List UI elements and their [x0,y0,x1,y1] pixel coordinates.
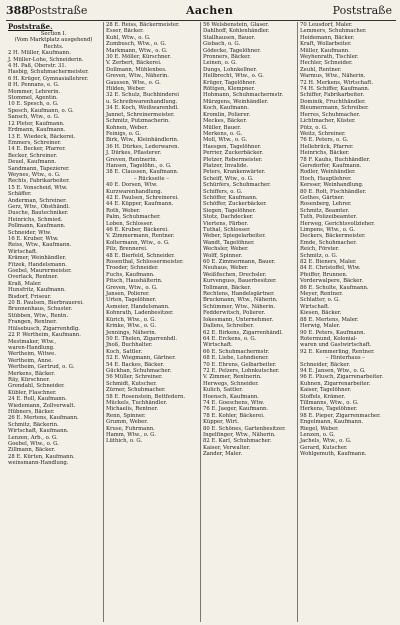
directory-entry: 72 H. Merkens, Wirtschaft. [300,79,374,86]
header-street-right: Poststraße [332,4,392,17]
directory-entry: Goebel, Maurermeister. [8,268,72,275]
directory-entry: Stotz, Dachdecker. [203,214,254,221]
directory-entry: 38 E. Claussen, Kaufmann. [106,169,179,176]
directory-entry: Brunnenhaus, Schuster. [8,306,73,313]
directory-entry: Kraft, Wollarbeiter. [300,41,352,48]
directory-entry: Pletzer, Rebermeister. [203,156,263,163]
directory-entry: 4 H. Paß, Oberstr. 31. [8,63,67,70]
directory-entry: Weyhenrath, Tischler. [300,54,359,61]
directory-entry: Deuel, Kaufmann. [8,159,57,166]
directory-entry: Gückhan, Schuhmacher. [106,367,172,374]
directory-entry: Hansen, Tagelöhn., o. G. [106,162,172,169]
directory-entry: Reich, Förster. [300,246,340,253]
directory-entry: Kurzwarenhandlung. [106,188,163,195]
directory-entry: Wolff, Spinner. [203,252,243,259]
directory-entry: Kurvenguss, Bauerbesitzer. [203,278,277,285]
directory-entry: Rosenthal, Schlossermeister. [106,259,184,266]
directory-entry: Schmitz, Putzmacherin. [106,118,170,125]
directory-entry: Deckers, Bäckermeister. [300,233,366,240]
directory-entry: Feinigs, o. G. [106,130,141,137]
directory-entry: Müller, Bauer. [203,124,241,131]
directory-entry: Tuthal, Schlosser. [203,227,251,233]
directory-entry: 16 E. Kruber, Wtw. [8,236,59,242]
directory-entry: Poststraße. [8,22,53,31]
directory-entry: Herwig, Maler. [300,323,341,330]
directory-entry: Hübners, Bäcker. [8,408,55,415]
directory-entry: Scheiff, Wtw., o. G. [203,175,254,182]
directory-entry: Perrier, Zuckerbäcker. [203,150,264,157]
directory-entry: Neuhaus, Weber. [203,265,249,272]
directory-entry: 36 H. Dürkes, Lederwaren. [106,143,180,150]
directory-entry: Merkens, Bäcker. [8,370,55,377]
directory-entry: Becker, Schreiner. [8,152,58,159]
directory-entry: Schümmer, Wtw., Näherin. [203,303,276,310]
directory-entry: Pollmann, Kaufmann. [8,223,66,230]
directory-entry: Dollmann, Mühlenbes. [106,66,167,73]
directory-entry: 30 E. Möller, Kürschner. [106,54,172,61]
directory-entry: waren und Gastwirtschaft. [300,342,372,349]
directory-entry: Schmitz, Bäckerin. [8,421,59,428]
directory-entry: Wohlgemuth, Kaufmann. [300,451,367,458]
directory-entry: Schmitz, Beamter. [300,207,350,214]
directory-entry: Merkens, o. G. [203,130,243,137]
directory-entry: Grumm, Weber. [106,419,148,426]
column-2 [103,22,197,622]
directory-entry: 86 E. Schulte, Kaufmann. [300,284,369,291]
directory-entry: Fuchs, Kaufmann. [106,271,155,278]
directory-entry: Gersdorfer, Kaufmann. [300,162,362,169]
directory-entry: 42 E. Paulsen, Schreinerei. [106,194,179,201]
directory-entry: Herwegs, Schneider. [203,380,259,387]
directory-entry: Warmus, Wtw., Näherin. [300,73,366,80]
directory-entry: Mestmaker, Wtw., [8,338,57,345]
directory-entry: Gothes, Gärtner. [300,194,345,201]
directory-entry: V. Zimmer, Rentnerin. [203,374,262,381]
directory-entry: 80 E. Schönes, Gartenbesitzer. [203,425,286,432]
directory-entry: Spesch, Kaufmann, o. G. [8,107,74,114]
directory-entry: 22 P. Wertheim, Kaufmann. [8,332,81,339]
directory-entry: Hoensch, Kaufmann. [203,393,259,400]
directory-entry: Herweg, Gerichtsvollzieher. [300,220,375,227]
directory-entry: 96 E. Plusch, Zigarrenarbeiter. [300,374,384,381]
directory-entry: – Hinterhaus – [326,355,365,362]
directory-entry: Schneider, Bäcker. [300,361,351,368]
directory-entry: Wechsler, Weber. [203,246,249,253]
directory-entry: Loben, Schlosser. [106,220,154,227]
directory-entry: Rechts. [43,43,64,50]
directory-entry: Sandmann, Tapezierer. [8,165,70,172]
directory-entry: 50 E. Thelen, Zigarrenhdl. [106,335,178,342]
directory-entry: Hellebrück, Pfarrer. [300,143,354,150]
directory-entry: Röttgen, Klempner. [203,86,256,93]
directory-entry: Jhoß, Buchhalter. [106,342,153,349]
directory-entry: Anderman, Schreiner. [8,197,67,204]
directory-entry: 82 E. Karl, Schuhmacher. [203,438,272,445]
directory-entry: Rodler, Weinhändler. [300,169,356,176]
directory-entry: Schiffers, o. G. [203,188,243,195]
directory-entry: Dahlhoff, Kohlenhändler. [203,28,270,35]
directory-entry: Meyer, Rentner. [300,291,343,298]
directory-entry: Wirtschaft. [300,303,330,310]
directory-entry: Meckes, Bäcker. [203,118,247,125]
directory-entry: 12 Pleter, Kaufmann. [8,120,65,127]
directory-entry: 54 E. Backes, Bäcker. [106,361,165,368]
directory-entry: Bleumermann, Schreiber. [300,105,369,112]
directory-entry: 78 E. Kohler, Bäckerei. [203,412,265,419]
directory-entry: Stoffels, Krämer. [300,393,346,400]
directory-entry: 62 E. Birkens, Zigarrenhändl. [203,329,283,336]
directory-entry: Kürich, Wtw., o. G. [106,316,156,323]
directory-entry: Sansch, Wtw., o. G. [8,114,60,121]
directory-entry: Rotermund, Kolonial- [300,335,358,342]
directory-entry: Siegen, Tagelöhner. [203,207,257,214]
directory-entry: Esser, Bäcker. [106,28,144,35]
directory-entry: 82 E. Bieners, Maler. [300,259,357,266]
column-1 [6,22,99,622]
directory-entry: Tillmanns, Wtw., o. G. [300,399,359,406]
directory-entry: Heinrichs, Bäcker. [300,150,350,157]
directory-entry: Wertheim, Gertrud, o. G. [8,364,75,371]
directory-entry: Küpper, Wirt. [203,419,239,426]
directory-entry: 90 E. Peters, Kaufmann. [300,329,366,336]
directory-entry: Kruse, Fuhrmann. [106,425,155,432]
directory-entry: V. Zerbert, Bäckerei. [106,60,162,67]
directory-entry: 84 E. Christoffel, Wtw. [300,265,361,272]
directory-entry: Kohnen, Weber. [106,124,149,131]
column-4 [297,22,391,622]
directory-entry: 74 E. Goeschens, Wtw. [203,399,265,406]
directory-entry: 40 E. Dorsen, Wtw. [106,182,158,189]
directory-entry: 34 E. Koch, Weißwarenhdl. [106,105,179,112]
directory-entry: 46 E. Kruber, Bäckerei. [106,227,169,233]
directory-entry: Overlack, Rentner. [8,274,59,281]
directory-entry: Rechtens, Handelsgärtner. [203,291,275,298]
directory-entry: Renn, Spinner. [106,412,146,419]
directory-entry: Kraß, Maler. [8,280,42,287]
directory-entry: 28 E. Reiss, Bäckermeister. [106,22,180,28]
directory-entry: Kersser, Weinhandlung. [300,182,364,189]
directory-entry: Greven, Rentnerin. [106,156,158,163]
directory-entry: Räy, Kürschner. [8,376,50,383]
directory-entry: Herkens, Tagelöhner. [300,406,358,413]
directory-entry: – Rückseite – [133,175,170,182]
directory-entry: Schlatter, o. G. [300,297,340,304]
directory-entry: Krüger, Tagelöhner. [203,79,257,86]
directory-entry: 70 E. Ehrens, Gelbarbeiter. [203,361,277,368]
directory-entry: Riegel, Weber. [300,425,339,432]
directory-entry: Zumbusch, Wtw., o. G. [106,41,167,48]
directory-columns [6,22,394,622]
directory-entry: Engelmann, Kaufmann. [300,419,364,426]
directory-entry: Haesgen, Tagelöhner. [203,143,262,150]
directory-entry: Iokesmann, Unternehmer. [203,316,274,323]
directory-entry: Erdmann, Kaufmann. [8,127,66,134]
directory-entry: 64 E. Erckens, o. G. [203,335,257,342]
directory-entry: Zillmann, Bäcker. [8,447,56,454]
directory-entry: Greven, Wtw., o. G. [106,284,158,291]
directory-entry: Krinke, Wtw., o. G. [106,323,157,330]
directory-entry: u. Schreibwarenhandlung. [106,98,178,105]
directory-entry: Markmann, Wtw., o. G. [106,47,168,54]
directory-entry: Gerard, Kutscher. [300,444,348,451]
directory-entry: Dungs, Lohnkellner. [203,66,257,73]
directory-entry: Pitsch, Haushälterin. [106,278,163,285]
directory-entry: Fitzek, Handelsmann. [8,261,67,268]
directory-entry: Frangen, Rentner. [8,319,57,326]
directory-entry: Grendahl, Schneider. [8,383,65,390]
column-3 [200,22,294,622]
directory-entry: Jachels, Wtw., o. G. [300,438,352,445]
page-header [6,3,396,21]
directory-entry: Koltermann, Wtw., o. G. [106,239,170,246]
directory-entry: Kaiser, Tagelöhner. [300,387,352,394]
directory-entry: Ingelfinger, Wtw., Näherin. [203,432,276,438]
directory-entry: 68 E. Liebe, Lohndiener. [203,355,269,362]
directory-entry: (Vom Marktplatz ausgehend) [14,37,93,44]
directory-entry: Troeder, Schneider. [106,265,159,272]
directory-entry: Leinen, o. G. [203,60,237,67]
directory-entry: 6 H. Krüger, Gymnasiallehrer. [8,75,89,82]
directory-entry: Mommer, Lehrerin. [8,88,61,95]
directory-entry: Hasbig, Schuhmachermeister. [8,69,89,76]
directory-entry: Hechler, Schneider. [300,60,353,67]
directory-entry: Vorderwalpere, Bäcker. [300,278,364,285]
directory-entry: Zander, Maler. [203,451,243,458]
directory-entry: Zeuhl, Rentner. [300,66,342,73]
directory-entry: Kohnrath, Ladenbesitzer. [106,310,174,317]
directory-entry: 2 H. Müller, Kaufmann. [8,50,71,57]
directory-entry: Wirtschaft. [203,342,233,349]
directory-entry: Mürzgens, Weinhändler. [203,98,269,105]
directory-entry: Roth, Weber. [106,207,141,214]
directory-entry: 78 F. Kauhs, Buchhändler. [300,156,371,163]
directory-entry: Dusche, Bautechniker. [8,210,69,217]
directory-entry: Weber, Spiegelarbeiter. [203,233,266,240]
directory-entry: Rechts, Fabrikarbeiter. [8,178,70,185]
page-number: 388 [6,4,29,17]
directory-entry: Lenzen, o. G. [300,432,335,438]
directory-entry: Herres, Schuhmacher. [300,111,361,118]
directory-entry: 15 E. Vonscheid, Wtw. [8,184,68,191]
directory-entry: Emde, Schuhmacher. [300,239,357,246]
directory-entry: J. Müller-Lohe, Schneiderin. [8,56,84,63]
directory-entry: Dallens, Schreiber. [203,323,254,330]
directory-entry: 76 E. Jaeger, Kaufmann. [203,406,269,413]
directory-entry: Müller, Kaufmann. [300,47,350,54]
directory-entry: Wertheim, Witwe. [8,351,56,358]
directory-entry: Reiss, Wtw., Kaufmann. [8,242,72,249]
directory-entry: Hülsebusch, Zigarrenhdlg. [8,325,80,332]
directory-entry: Schmidt, Kutscher. [106,380,157,387]
directory-entry: 92 E. Kemmerling, Rentner. [300,348,375,355]
directory-entry: 72 E. Pelzers, Lohnkutscher. [203,367,280,374]
directory-entry: Weitz, Schreiner. [300,130,346,137]
directory-entry: Weynes, Wtw., o. G. [8,171,61,178]
directory-entry: Rosenberg, Lehrer. [300,201,352,208]
directory-entry: Kübler, Flaschner. [8,389,57,396]
directory-entry: Heinrichs, Schmied. [8,216,63,223]
directory-entry: Hilden, Weber. [106,86,146,93]
directory-entry: Section I. [40,31,67,37]
directory-entry: Schöffer, Kaufmann. [203,194,258,201]
directory-entry: 10 E. Spesch, o. G. [8,101,59,108]
directory-entry: Lemmers, Schuhmacher. [300,28,367,35]
directory-entry: 13 E. Wiedeck, Bäckerei. [8,133,76,140]
directory-entry: Jannet, Schreinermeister. [106,111,175,118]
directory-entry: Palm, Schuhmacher. [106,214,161,221]
directory-entry: Michaelis, Rentner. [106,406,159,413]
directory-entry: Fedderwitsch, Polierer. [203,310,266,317]
directory-entry: Gaussen, Wtw., o. G. [106,79,161,86]
directory-entry: Stommel, Agentin. [8,95,58,102]
directory-entry: 88 E. Mertens, Maler. [300,316,359,323]
directory-entry: Mückels, Tuchhändler. [106,399,168,406]
directory-entry: Kromlin, Polierer. [203,111,251,118]
directory-entry: 20 B. Paulsen, Bierbrauerei. [8,300,84,307]
directory-entry: Wirtschaft. [8,248,38,255]
directory-entry: Kuhl, Wtw., o. G. [106,34,151,41]
directory-entry: 80 E. Rolt, Fischhändler. [300,188,367,195]
directory-entry: 66 E. Schuhmachermstr. [203,348,270,355]
directory-entry: 58 E. Rosenstein, Bettfedern. [106,393,186,400]
directory-entry: Schäffer. [8,191,32,198]
directory-entry: Stallhausen, Bauer. [203,34,256,41]
directory-entry: 24 E. Roll, Kaufmann. [8,396,67,403]
directory-entry: Wiedemann, Zollverwalt. [8,402,76,409]
directory-entry: Hohmann, Schuhmachermstr. [203,92,284,99]
directory-entry: 94 E. Jansen, Wtw., o. G. [300,367,366,374]
directory-entry: 76 E. Peters, o. G. [300,137,349,144]
directory-entry: 56 Welsbenstein, Glaser. [203,22,269,28]
directory-entry: Hunsfritz, Kaufmann. [8,287,66,294]
directory-entry: Pilz, Brennerei. [106,246,148,253]
directory-entry: 48 E. Bierfeld, Schneider. [106,252,175,259]
directory-entry: Schöffer, Zuckerbäcker. [203,201,267,208]
directory-entry: Pütz, o. G. [300,124,328,131]
directory-entry: waren-Handlung. [8,344,55,351]
directory-entry: Koch, Kaufmann. [203,105,249,112]
directory-entry: Hoch, Hauptlehrer. [300,175,352,182]
directory-entry: Emmers, Schreiner. [8,139,62,146]
directory-entry: 74 H. Schiffer, Kaufmann. [300,86,370,93]
directory-entry: Hellbrecht, Wtw., o. G. [203,73,264,80]
directory-entry: Platzer, Invalide. [203,162,249,169]
directory-entry: Stübben, Wtw., Rentn. [8,312,69,319]
directory-entry: Kaiser, Verwalter. [203,444,251,451]
directory-entry: V. Zimmermann, Rentner. [106,233,175,240]
directory-entry: Bruckmann, Wtw., Näherin. [203,297,278,304]
header-street-left: Poststraße [28,4,88,17]
directory-entry: weinsmann-Handlung. [8,460,69,467]
directory-entry: Zürner, Schuhmacher. [106,387,166,394]
header-city: Aachen [186,4,234,17]
directory-entry: Peters, Krankenwärter. [203,169,266,176]
directory-entry: Kulich, Sattler. [203,387,243,394]
directory-entry: Pfeiffer, Brunnen. [300,271,348,278]
directory-entry: Hamm, Wtw., o. G. [106,432,156,438]
directory-entry: Schmitz, o. G. [300,252,338,259]
directory-entry: 60 E. Zimmermann, Bauer. [203,259,276,266]
directory-entry: Gödecke, Tagelöhner. [203,47,261,54]
directory-entry: Bisdorf, Friseur. [8,293,52,300]
directory-entry: Wirtschaft, Kaufmann. [8,428,69,435]
directory-entry: Lüthich, o. G. [106,438,143,445]
directory-entry: Tollmann, Bäcker. [203,284,252,291]
directory-entry: Krämer, Weinhändler. [8,255,67,262]
directory-entry: Lichtmacher, Küster. [300,118,356,125]
directory-entry: Birk, Wtw., Kleinhändlerin. [106,137,179,144]
directory-entry: Wandt, Tagelöhner. [203,239,255,246]
directory-entry: 52 E. Wiegmann, Gärtner. [106,355,176,362]
directory-entry: Goebel, Wtw., o. G. [8,441,59,447]
directory-entry: Schiffer, Fabrikarbeiter. [300,92,365,99]
directory-entry: 44 E. Küpper, Kaufmann. [106,201,174,208]
directory-entry: 14 E. Becker, Pfarrer. [8,146,66,153]
directory-entry: Ürten, Tagelöhner. [106,297,157,304]
directory-entry: Schürfers, Schuhmacher. [203,182,271,189]
directory-entry: 28 E. Kürten, Kaufmann. [8,453,75,460]
directory-entry: J. Dürkes, Pflasterer. [106,150,162,157]
directory-entry: Weißfischen, Drechsler. [203,271,267,278]
directory-entry: Schneider, Wtw. [8,229,52,236]
directory-entry: Wertheim, Anne. [8,357,53,364]
directory-entry: Asmeier, Handelsmann. [106,303,170,310]
directory-entry: 26 E. Mertens, Kaufmann. [8,415,79,422]
directory-entry: Kuhnen, Zigarrenarbeiter. [300,380,371,387]
directory-entry: Gisbach, o. G. [203,41,241,48]
directory-entry: Heidemann, Bäcker. [300,34,355,41]
directory-entry: Dominik, Fruchthändler. [300,98,366,105]
directory-entry: Pronners, Bäcker. [203,54,251,61]
directory-entry: 56 Müller, Schreiner. [106,374,163,381]
directory-entry: 32 E. Schulz, Buchbinderei [106,92,179,99]
directory-entry: Viertens, Färber. [203,220,249,227]
directory-entry: Limpens, Wtw., o. G. [300,227,355,233]
directory-entry: Moll, Wtw., o. G. [203,137,248,144]
directory-entry: Koch, Sattler. [106,348,143,355]
directory-entry: Lenzen, Arb., o. G. [8,434,58,441]
directory-entry: Gerz, Wtw., Obsthändl. [8,203,70,210]
directory-entry: 98 E. Pieper, Zigarrenmacher. [300,412,381,419]
directory-entry: Jennings, Näherin. [106,329,157,336]
directory-entry: 70 Leusdorf, Maler. [300,22,353,28]
directory-entry: Greven, Wtw., Näherin. [106,73,169,80]
directory-entry: Jansen, Polierer. [106,291,150,298]
directory-entry: Tuth, Polizeibeamter. [300,214,358,221]
directory-entry: 8 H. Pennans, e. G. [8,82,60,89]
directory-entry: Kiesen, Bäcker. [300,310,342,317]
